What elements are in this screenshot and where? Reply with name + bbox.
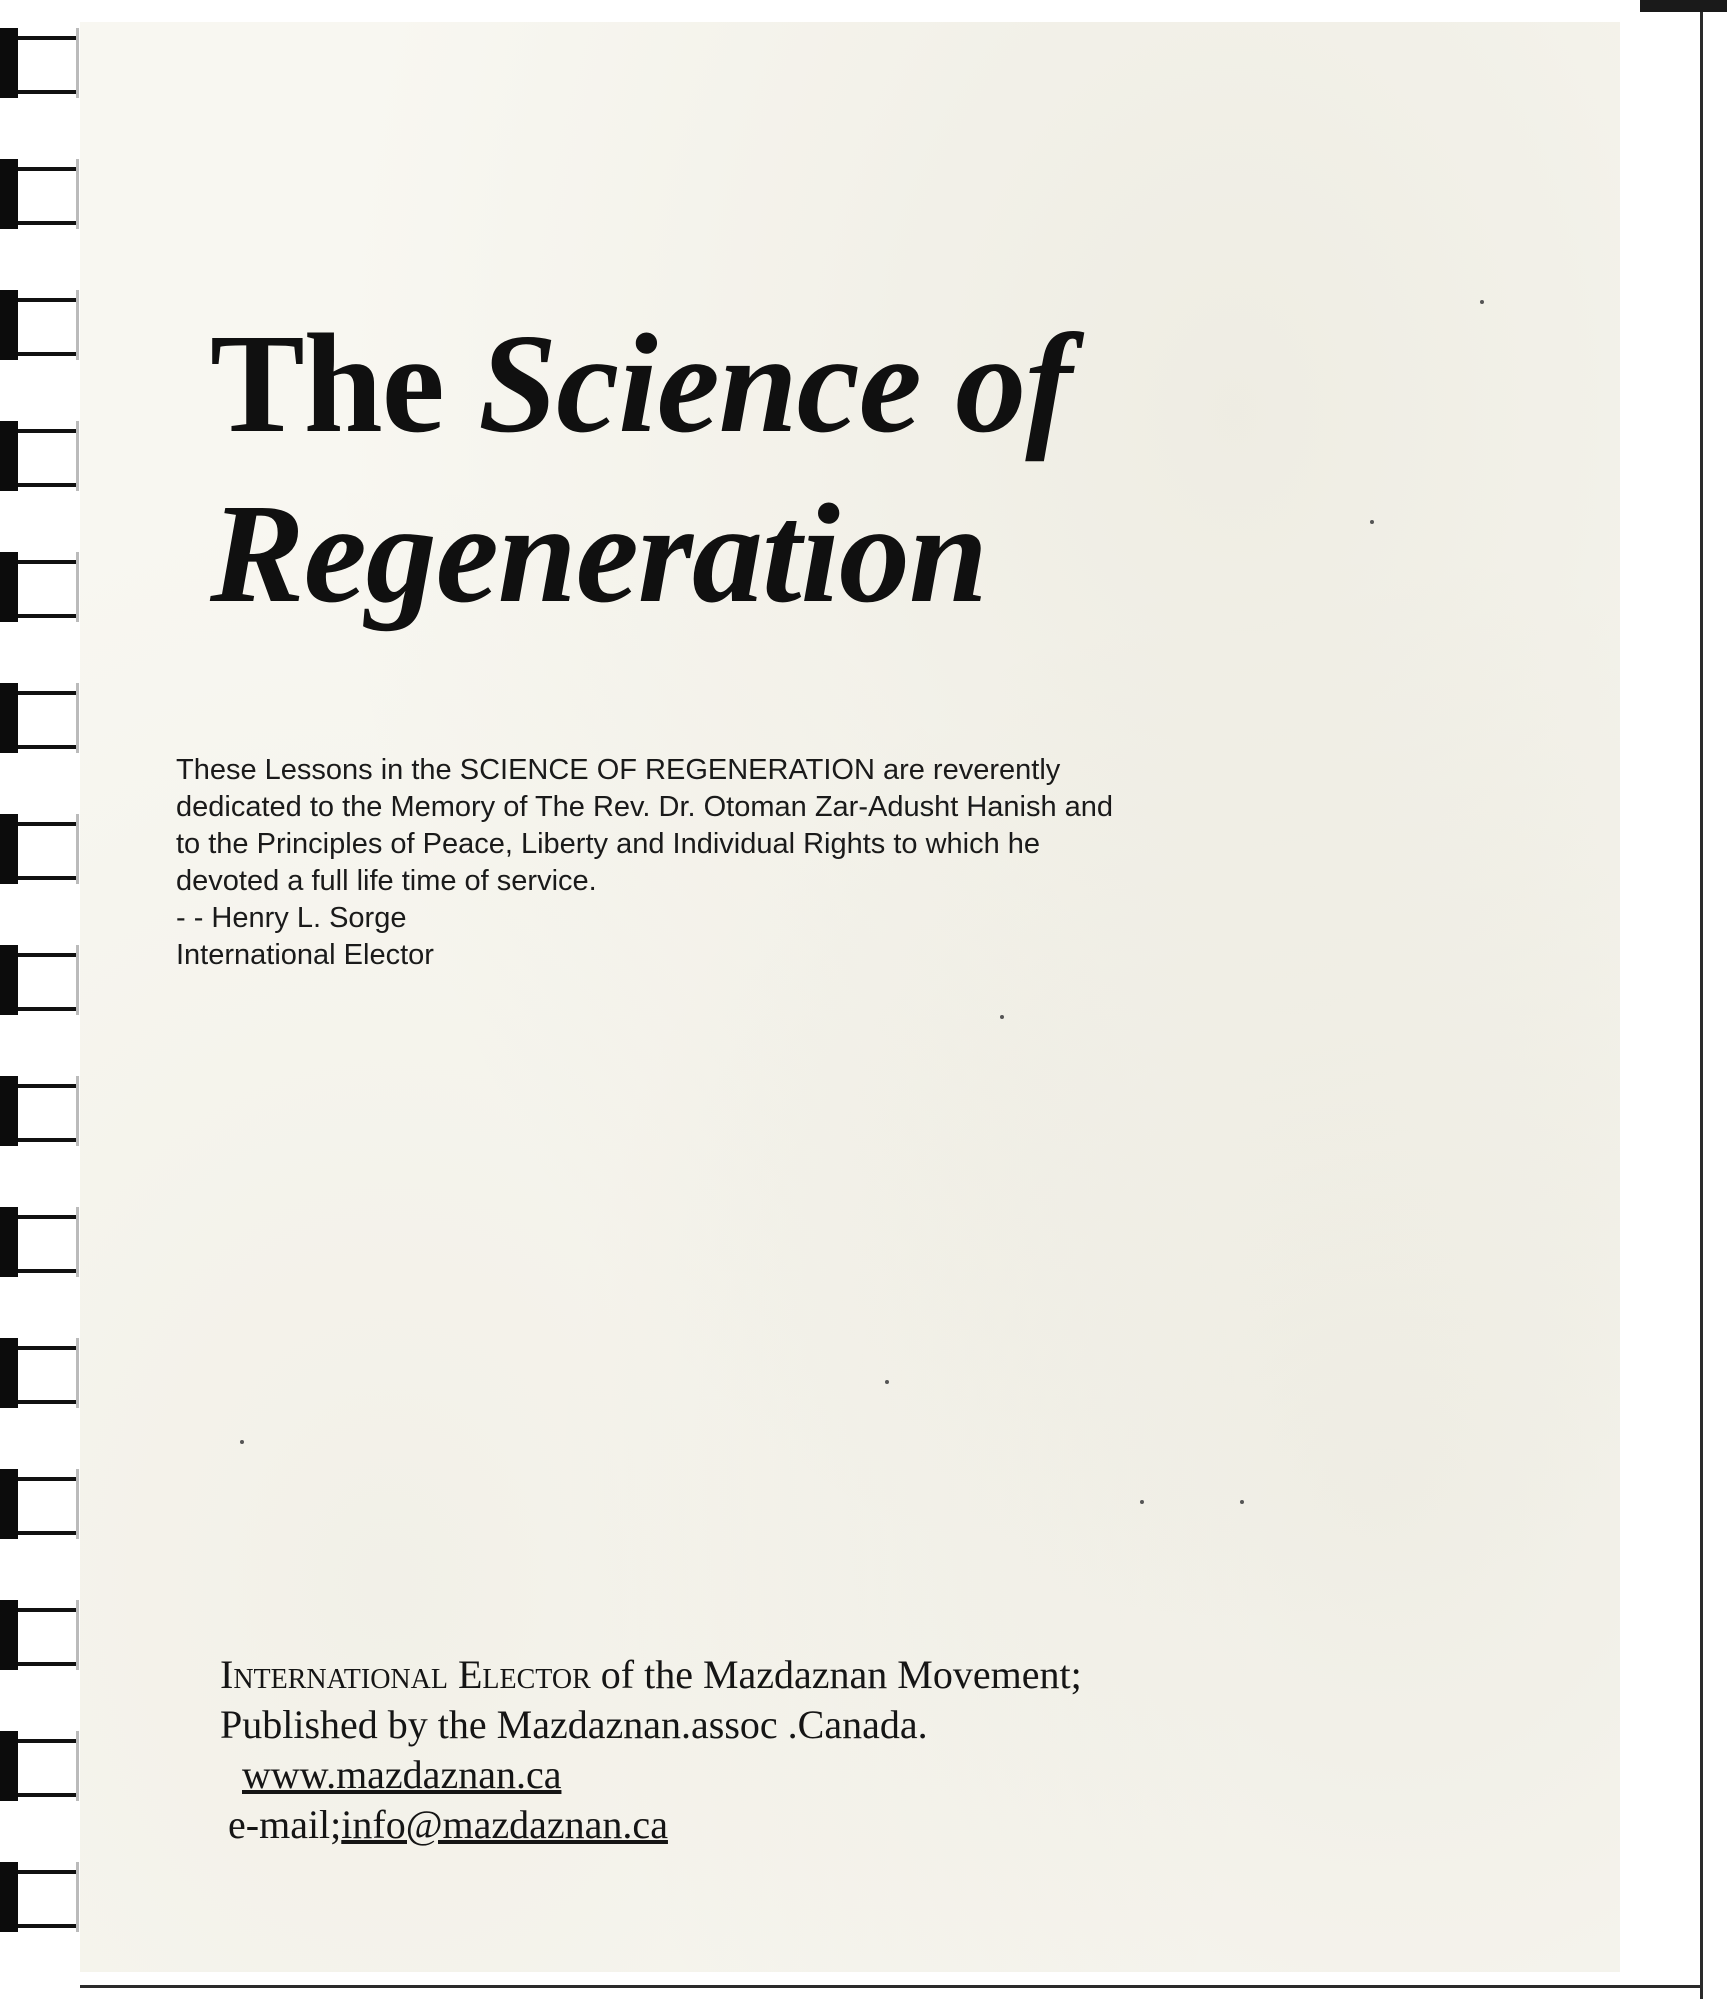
binding-ring xyxy=(0,1731,82,1801)
scan-speck xyxy=(1140,1500,1144,1504)
dedication-block xyxy=(176,752,1316,974)
binding-ring-tick xyxy=(18,1531,78,1535)
binding-ring-tick xyxy=(18,822,78,826)
binding-ring xyxy=(0,1469,82,1539)
binding-ring-coil xyxy=(0,28,18,98)
page-margin-right xyxy=(1620,0,1727,1999)
dedication-signature-title: International Elector xyxy=(176,939,434,971)
page-bottom-edge xyxy=(80,1985,1700,1988)
dedication-line: to the Principles of Peace, Liberty and Individual Rights to which he xyxy=(176,828,1041,860)
dedication-line: dedicated to the Memory of The Rev. Dr. Otoman Zar-Adusht Hanish and xyxy=(176,791,1114,823)
binding-ring xyxy=(0,1862,82,1932)
binding-ring-coil xyxy=(0,683,18,753)
binding-ring-tick xyxy=(18,352,78,356)
binding-ring-coil xyxy=(0,1076,18,1146)
binding-ring xyxy=(0,1338,82,1408)
dedication-line: devoted a full life time of service. xyxy=(176,865,597,897)
binding-ring-tick xyxy=(18,1269,78,1273)
scan-speck xyxy=(1000,1015,1004,1019)
binding-ring-tick xyxy=(18,876,78,880)
binding-ring xyxy=(0,421,82,491)
binding-ring xyxy=(0,814,82,884)
binding-ring-tick xyxy=(18,614,78,618)
binding-ring-edge xyxy=(76,159,79,229)
binding-ring-coil xyxy=(0,1469,18,1539)
binding-ring-tick xyxy=(18,1400,78,1404)
page-edge-line xyxy=(1700,0,1703,1999)
scan-speck xyxy=(1480,300,1484,304)
scan-speck xyxy=(885,1380,889,1384)
binding-ring-edge xyxy=(76,814,79,884)
binding-ring-tick xyxy=(18,36,78,40)
website-line xyxy=(220,1750,1082,1800)
binding-ring xyxy=(0,683,82,753)
binding-ring xyxy=(0,290,82,360)
binding-ring-tick xyxy=(18,1346,78,1350)
scan-speck xyxy=(1370,520,1374,524)
binding-ring-tick xyxy=(18,560,78,564)
title-word-the: The xyxy=(210,304,444,462)
binding-ring-tick xyxy=(18,745,78,749)
email-label: e-mail; xyxy=(228,1802,342,1847)
binding-ring-edge xyxy=(76,28,79,98)
binding-ring-tick xyxy=(18,1924,78,1928)
binding-ring-tick xyxy=(18,953,78,957)
binding-ring-tick xyxy=(18,167,78,171)
binding-ring-edge xyxy=(76,421,79,491)
binding-ring xyxy=(0,945,82,1015)
binding-ring-tick xyxy=(18,483,78,487)
binding-ring-tick xyxy=(18,1007,78,1011)
binding-ring-edge xyxy=(76,1600,79,1670)
dedication-signature: - - Henry L. Sorge xyxy=(176,902,407,934)
binding-ring xyxy=(0,1600,82,1670)
binding-ring xyxy=(0,28,82,98)
binding-ring xyxy=(0,552,82,622)
binding-ring xyxy=(0,159,82,229)
publisher-block xyxy=(220,1650,1082,1850)
binding-ring-edge xyxy=(76,290,79,360)
binding-ring-tick xyxy=(18,1870,78,1874)
binding-ring-coil xyxy=(0,421,18,491)
spiral-binding xyxy=(0,0,90,1999)
binding-ring-coil xyxy=(0,1600,18,1670)
binding-ring-coil xyxy=(0,1338,18,1408)
elector-movement: of the Mazdaznan Movement; xyxy=(590,1652,1082,1697)
title-line-1 xyxy=(210,298,1072,468)
website-link[interactable]: www.mazdaznan.ca xyxy=(242,1752,562,1797)
binding-ring-coil xyxy=(0,1731,18,1801)
binding-ring-tick xyxy=(18,691,78,695)
binding-ring-edge xyxy=(76,1731,79,1801)
binding-ring-coil xyxy=(0,290,18,360)
binding-ring-edge xyxy=(76,945,79,1015)
scan-speck xyxy=(1240,1500,1244,1504)
binding-ring-coil xyxy=(0,1862,18,1932)
binding-ring xyxy=(0,1076,82,1146)
binding-ring-edge xyxy=(76,552,79,622)
binding-ring-tick xyxy=(18,1084,78,1088)
published-by-line: Published by the Mazdaznan.assoc .Canada. xyxy=(220,1702,928,1747)
title-science-of: Science of xyxy=(478,304,1072,462)
document-title xyxy=(210,298,1072,638)
binding-ring-tick xyxy=(18,1662,78,1666)
binding-ring-tick xyxy=(18,1739,78,1743)
binding-ring-edge xyxy=(76,1338,79,1408)
binding-ring-tick xyxy=(18,221,78,225)
binding-ring-coil xyxy=(0,1207,18,1277)
binding-ring-tick xyxy=(18,1608,78,1612)
binding-ring-tick xyxy=(18,1477,78,1481)
binding-ring-tick xyxy=(18,1138,78,1142)
scan-speck xyxy=(240,1440,244,1444)
binding-ring-tick xyxy=(18,1793,78,1797)
title-line-2: Regeneration xyxy=(210,474,987,632)
email-line xyxy=(220,1800,1082,1850)
dedication-line: These Lessons in the SCIENCE OF REGENERATION are reverently xyxy=(176,754,1061,786)
binding-ring-edge xyxy=(76,683,79,753)
binding-ring-tick xyxy=(18,90,78,94)
binding-ring-edge xyxy=(76,1862,79,1932)
binding-ring-coil xyxy=(0,814,18,884)
binding-ring-tick xyxy=(18,298,78,302)
binding-ring-coil xyxy=(0,552,18,622)
binding-clip xyxy=(1640,0,1727,12)
binding-ring-tick xyxy=(18,1215,78,1219)
elector-line xyxy=(220,1650,1082,1700)
binding-ring xyxy=(0,1207,82,1277)
binding-ring-coil xyxy=(0,159,18,229)
binding-ring-edge xyxy=(76,1469,79,1539)
binding-ring-coil xyxy=(0,945,18,1015)
binding-ring-edge xyxy=(76,1076,79,1146)
elector-title: International Elector xyxy=(220,1652,591,1697)
binding-ring-edge xyxy=(76,1207,79,1277)
binding-ring-tick xyxy=(18,429,78,433)
email-link[interactable]: info@mazdaznan.ca xyxy=(341,1802,668,1847)
